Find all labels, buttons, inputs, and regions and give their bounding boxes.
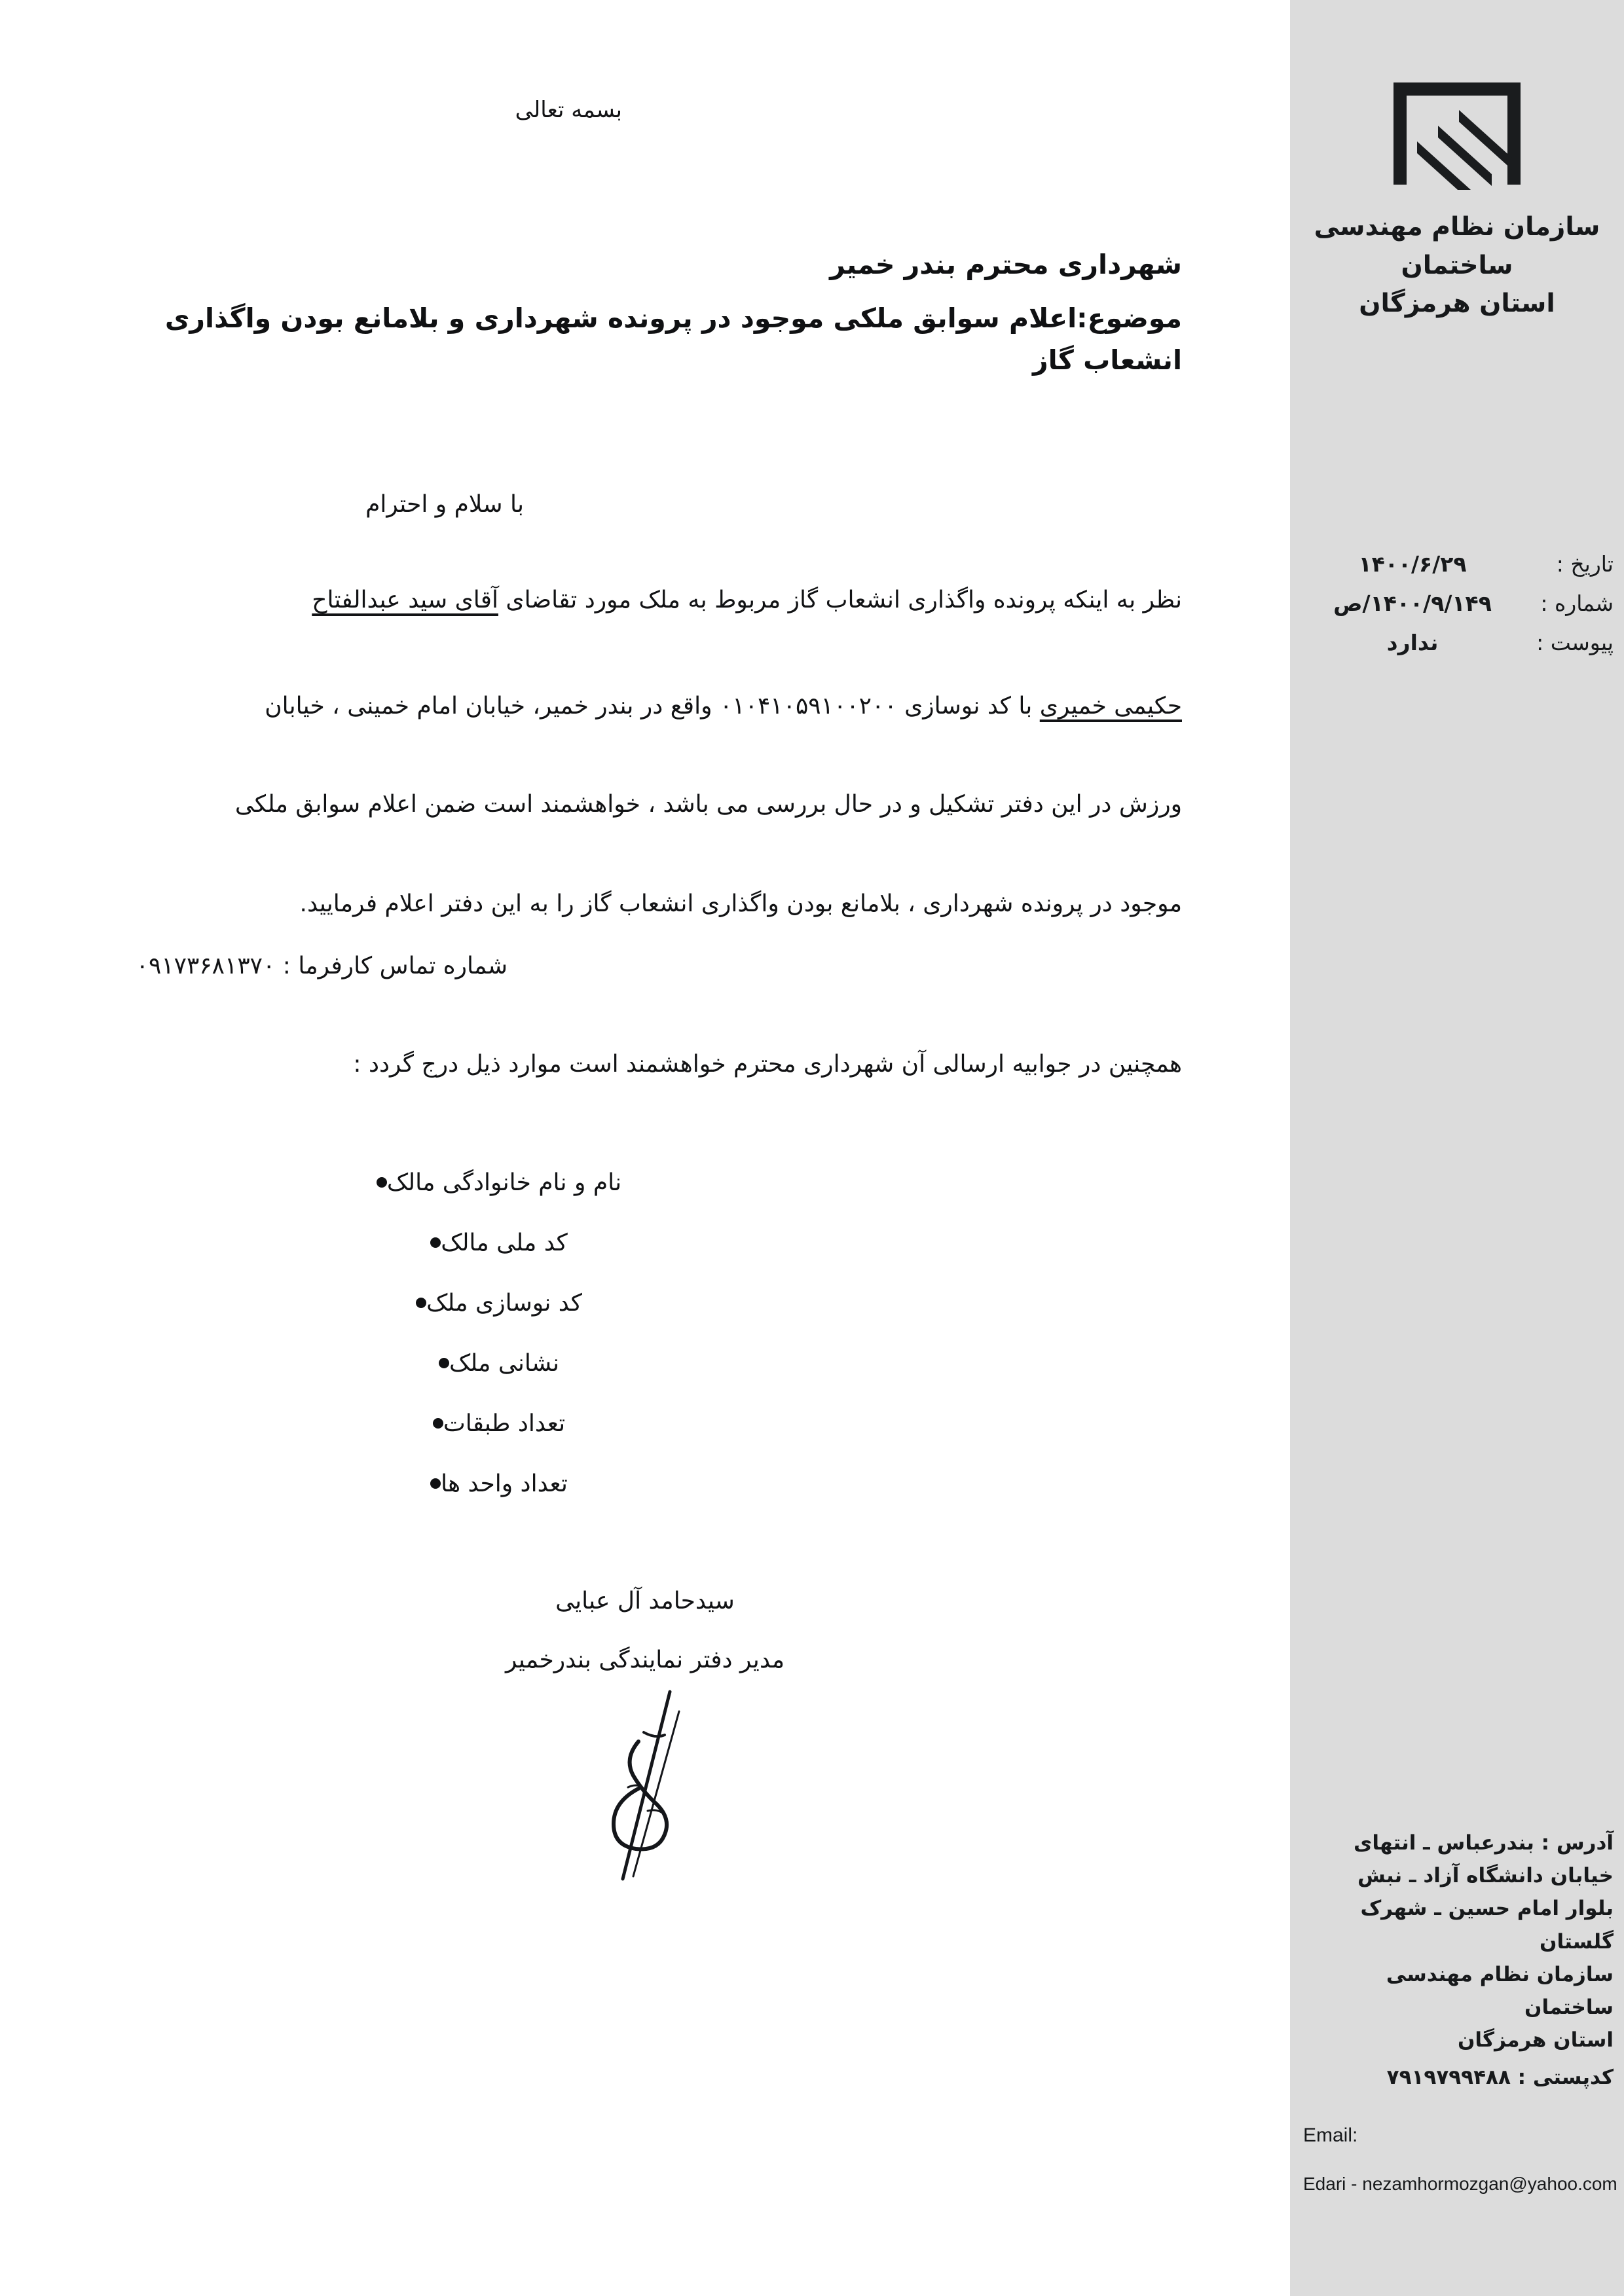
address-line: استان هرمزگان [1457,2028,1614,2052]
date-label: تاریخ : [1556,551,1614,577]
organization-logo [1290,72,1624,190]
addressee-line: شهرداری محترم بندر خمیر [830,249,1182,280]
address-line: آدرس : بندرعباس ـ انتهای [1353,1831,1614,1855]
letterhead-sidebar [1290,0,1624,2296]
meta-row-number [1302,588,1614,619]
building-roof-logo-icon [1382,72,1532,190]
org-name-line1: سازمان نظام مهندسی ساختمان [1314,212,1600,280]
list-item-label: کد نوسازی ملک [426,1289,582,1317]
body-line1-underlined: آقای سید عبدالفتاح [312,587,498,613]
attachment-value: ندارد [1386,629,1439,655]
list-item-label: تعداد طبقات [443,1410,566,1437]
email-value[interactable]: Edari - nezamhormozgan@yahoo.com [1303,2174,1617,2194]
list-item-label: نام و نام خانوادگی مالک [386,1169,622,1196]
bullet-dot-icon [430,1478,441,1489]
address-line: خیابان دانشگاه آزاد ـ نبش [1357,1864,1614,1888]
footer-address [1303,1827,1614,2057]
body-line2-post: با کد نوسازی ۰۱۰۴۱۰۵۹۱۰۰۲۰۰ واقع در بندر خمیر، خیابان امام خمینی ، خیابان [265,693,1040,720]
bullet-dot-icon [439,1358,449,1368]
list-item [0,1393,1290,1453]
greeting-line: با سلام و احترام [365,491,524,518]
number-label: شماره : [1540,590,1614,616]
meta-row-date [1302,549,1614,580]
signature-block [0,1683,1290,1892]
postal-code: کدپستی : ۷۹۱۹۷۹۹۴۸۸ [1386,2066,1614,2089]
body-paragraph-line-4: موجود در پرونده شهرداری ، بلامانع بودن واگذاری انشعاب گاز را به این دفتر اعلام فرمایید. [299,890,1182,917]
basmalah-text: بسمه تعالی [515,97,622,123]
letter-meta-block [1302,549,1614,666]
body-paragraph-line-2 [98,687,1182,725]
date-value: ۱۴۰۰/۶/۲۹ [1358,551,1467,577]
body-line1-pre: نظر به اینکه پرونده واگذاری انشعاب گاز مربوط به ملک مورد تقاضای [498,587,1182,613]
bullet-dot-icon [433,1418,443,1429]
list-item-label: کد ملی مالک [441,1229,568,1256]
body-paragraph-line-3: ورزش در این دفتر تشکیل و در حال بررسی می باشد ، خواهشمند است ضمن اعلام سوابق ملکی [234,791,1182,818]
meta-row-attachment [1302,627,1614,659]
bullet-dot-icon [430,1237,441,1248]
org-name-line2: استان هرمزگان [1359,289,1555,318]
attachment-label: پیوست : [1536,629,1614,655]
followup-request-line: همچنین در جوابیه ارسالی آن شهرداری محترم خواهشمند است موارد ذیل درج گردد : [353,1051,1182,1078]
bullet-dot-icon [377,1177,387,1188]
list-item-label: نشانی ملک [449,1349,559,1377]
subject-line: موضوع:اعلام سوابق ملکی موجود در پرونده شهرداری و بلامانع بودن واگذاری انشعاب گاز [164,302,1182,376]
employer-phone-line: شماره تماس کارفرما : ۰۹۱۷۳۶۸۱۳۷۰ [136,953,507,979]
number-value: ۱۴۰۰/۹/۱۴۹/ص [1333,590,1492,616]
address-line: گلستان [1540,1929,1614,1954]
list-item-label: تعداد واحد ها [441,1470,568,1497]
list-item [0,1453,1290,1514]
list-item [0,1333,1290,1393]
bullet-dot-icon [416,1298,426,1308]
list-item [0,1212,1290,1273]
signatory-title: مدیر دفتر نمایندگی بندرخمیر [505,1647,785,1673]
body-paragraph-line-1 [98,581,1182,619]
requested-items-list [0,1152,1290,1514]
organization-name [1299,208,1615,323]
email-label: Email: [1303,2124,1358,2146]
body-line2-underlined: حکیمی خمیری [1039,693,1182,720]
signatory-name: سیدحامد آل عبایی [555,1588,735,1614]
list-item [0,1273,1290,1333]
handwritten-signature-icon [560,1683,730,1892]
list-item [0,1152,1290,1212]
address-line: سازمان نظام مهندسی ساختمان [1386,1962,1614,2020]
address-line: بلوار امام حسین ـ شهرک [1360,1897,1614,1921]
